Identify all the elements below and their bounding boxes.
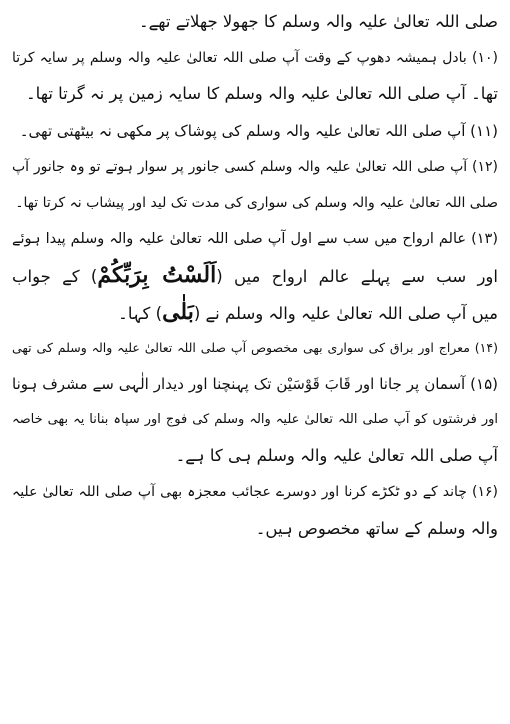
line-text-after-verse: ) کے جواب bbox=[12, 267, 98, 287]
text-line-8 bbox=[12, 257, 498, 293]
quranic-phrase: اَلَسْتُ بِرَبِّکُمْ bbox=[97, 262, 217, 289]
text-line-10: (۱۴) معراج اور براق کی سواری بھی مخصوص آپ صلی اللہ تعالیٰ علیہ والہ وسلم کی تھی bbox=[12, 339, 498, 355]
text-line-5: (۱۲) آپ صلی اللہ تعالیٰ علیہ والہ وسلم کسی جانور پر سوار ہوتے تو وہ جانور آپ bbox=[12, 158, 498, 175]
text-line-12: اور فرشتوں کو آپ صلی اللہ تعالیٰ علیہ والہ وسلم کی فوج اور سپاہ بنانا یہ بھی خاصہ bbox=[12, 412, 498, 428]
text-line-11: (۱۵) آسمان پر جانا اور قَابَ قَوْسَیْن تک پہنچنا اور دیدار الٰہی سے مشرف ہونا bbox=[12, 374, 498, 393]
document-page bbox=[12, 4, 498, 720]
quranic-phrase: بَلٰی bbox=[162, 298, 194, 325]
line-text-after-verse: ) کہا۔ bbox=[118, 303, 163, 323]
text-line-4: (۱۱) آپ صلی اللہ تعالیٰ علیہ والہ وسلم کی پوشاک پر مکھی نہ بیٹھتی تھی۔ bbox=[19, 121, 498, 140]
line-text-before-verse: اور سب سے پہلے عالم ارواح میں ( bbox=[216, 267, 498, 287]
text-line-3: تھا۔ آپ صلی اللہ تعالیٰ علیہ والہ وسلم کا سایہ زمین پر نہ گرتا تھا۔ bbox=[26, 84, 498, 104]
text-line-9 bbox=[12, 294, 498, 330]
text-line-2: (۱۰) بادل ہمیشہ دھوپ کے وقت آپ صلی اللہ تعالیٰ علیہ والہ وسلم پر سایہ کرتا bbox=[12, 50, 498, 67]
text-line-1: صلی اللہ تعالیٰ علیہ والہ وسلم کا جھولا جھلاتے تھے۔ bbox=[138, 12, 498, 31]
text-line-13: آپ صلی اللہ تعالیٰ علیہ والہ وسلم ہی کا ہے۔ bbox=[175, 446, 498, 466]
text-line-14: (۱۶) چاند کے دو ٹکڑے کرنا اور دوسرے عجائب معجزہ بھی آپ صلی اللہ تعالیٰ علیہ bbox=[12, 484, 498, 501]
line-text-before-verse: میں آپ صلی اللہ تعالیٰ علیہ والہ وسلم نے ( bbox=[193, 303, 498, 323]
text-line-7: (۱۳) عالم ارواح میں سب سے اول آپ صلی اللہ تعالیٰ علیہ والہ وسلم پیدا ہوئے bbox=[12, 231, 498, 248]
text-line-15: والہ وسلم کے ساتھ مخصوص ہیں۔ bbox=[255, 518, 498, 538]
text-line-6: صلی اللہ تعالیٰ علیہ والہ وسلم کی سواری کی مدت تک لید اور پیشاب نہ کرتا تھا۔ bbox=[15, 194, 498, 211]
